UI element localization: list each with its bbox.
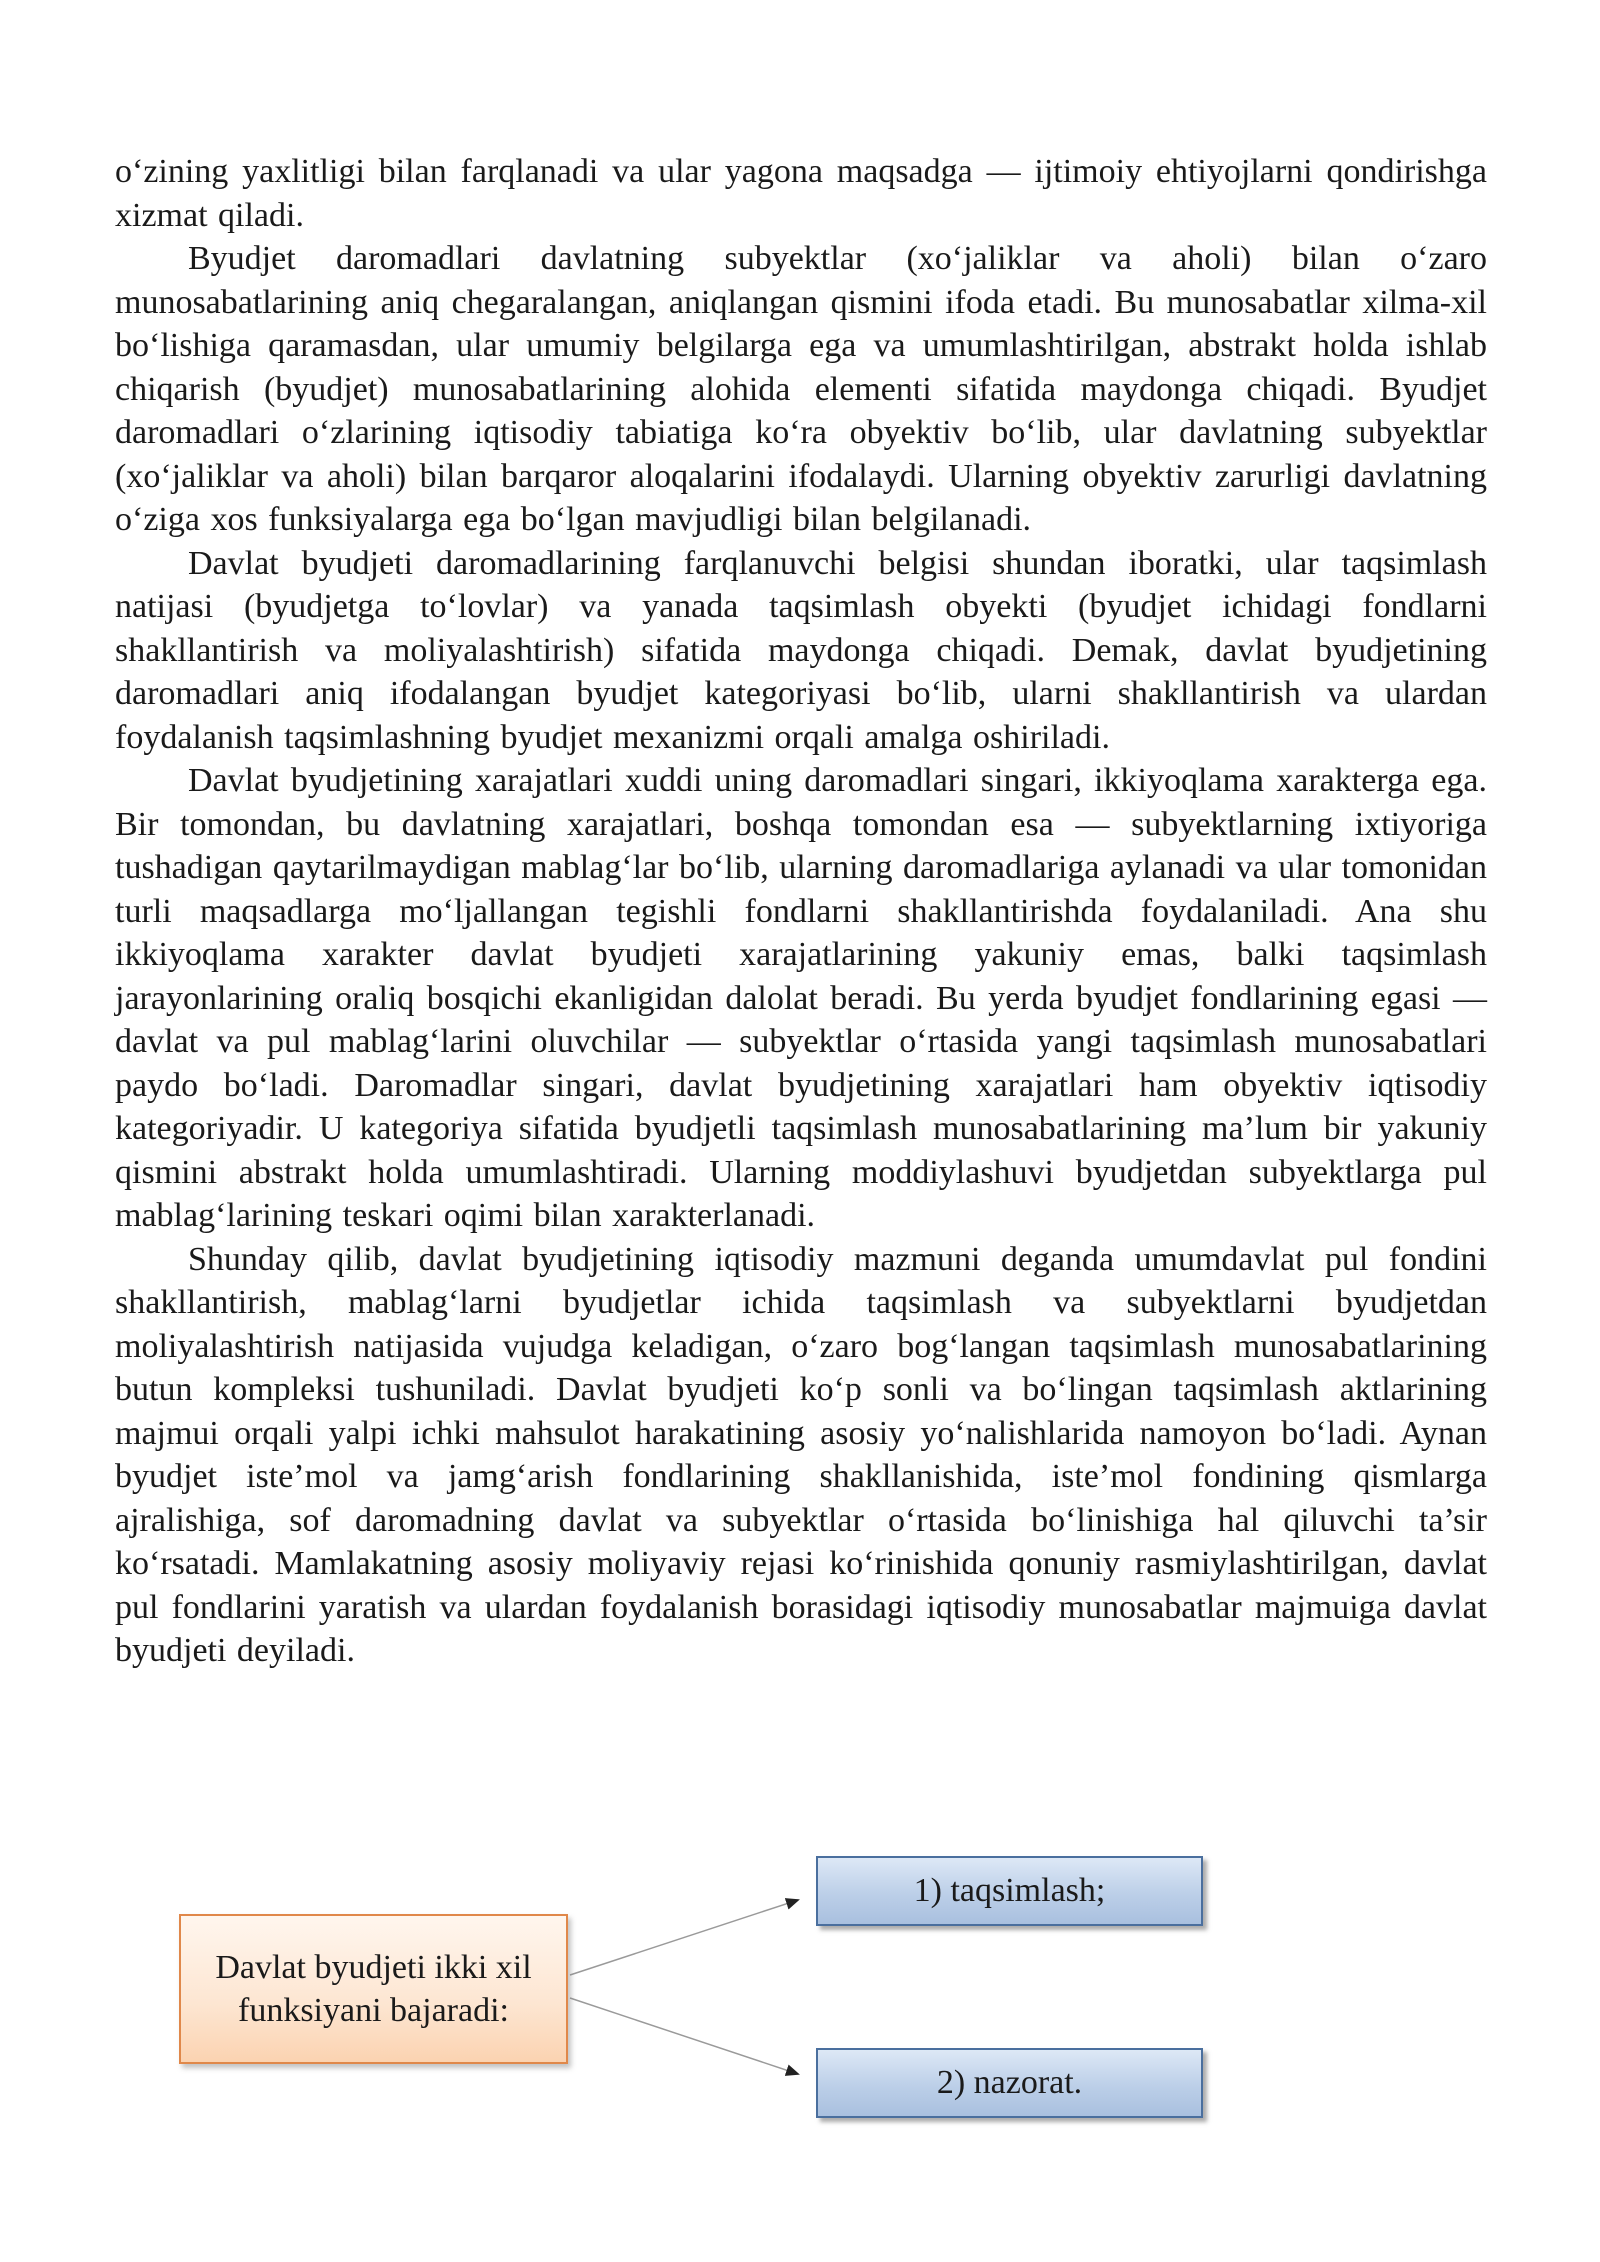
control-function-label: 2) nazorat. (936, 2064, 1083, 2101)
budget-functions-box (179, 1914, 568, 2064)
document-body (115, 150, 1487, 1673)
control-function-box (816, 2048, 1203, 2118)
distribution-function-box (816, 1856, 1203, 1926)
distribution-function-label: 1) taqsimlash; (913, 1872, 1106, 1909)
paragraph-3: Davlat byudjeti daromadlarining farqlanuvchi belgisi shundan iboratki, ular taqsimlash natijasi (byudjetga to‘lovlar) va yanada taqsimlash obyekti (byudjet ichidagi fondlarni shakllantirish va moliyalashtirish) sifatida maydonga chiqadi. Demak, davlat byudjetining daromadlari aniq ifodalangan byudjet kategoriyasi bo‘lib, ularni shakllantirish va ulardan foydalanish taqsimlashning byudjet mexanizmi orqali amalga oshiriladi. (115, 544, 1487, 756)
paragraph-1: o‘zining yaxlitligi bilan farqlanadi va ular yagona maqsadga — ijtimoiy ehtiyojlarni qondirishga xizmat qiladi. (115, 153, 1487, 234)
arrow-to-nazorat (570, 1998, 798, 2074)
paragraph-5: Shunday qilib, davlat byudjetining iqtisodiy mazmuni deganda umumdavlat pul fondini shakllantirish, mablag‘larni byudjetlar ichida taqsimlash va subyektlarni byudjetdan moliyalashtirish natijasida vujudga keladigan, o‘zaro bog‘langan taqsimlash munosabatlarining butun kompleksi tushuniladi. Davlat byudjeti ko‘p sonli va bo‘lingan taqsimlash aktlarining majmui orqali yalpi ichki mahsulot harakatining asosiy yo‘nalishlarida namoyon bo‘ladi. Aynan byudjet iste’mol va jamg‘arish fondlarining shakllanishida, iste’mol fondining qismlarga ajralishiga, sof daromadning davlat va subyektlar o‘rtasida bo‘linishiga hal qiluvchi ta’sir ko‘rsatadi. Mamlakatning asosiy moliyaviy rejasi ko‘rinishida qonuniy rasmiylashtirilgan, davlat pul fondlarini yaratish va ulardan foydalanish borasidagi iqtisodiy munosabatlar majmuiga davlat byudjeti deyiladi. (115, 1240, 1487, 1669)
arrow-to-taqsimlash (570, 1900, 798, 1975)
budget-functions-label: Davlat byudjeti ikki xil funksiyani bajaradi: (215, 1949, 532, 2029)
paragraph-2: Byudjet daromadlari davlatning subyektlar (xo‘jaliklar va aholi) bilan o‘zaro munosabatlarining aniq chegaralangan, aniqlangan qismini ifoda etadi. Bu munosabatlar xilma-xil bo‘lishiga qaramasdan, ular umumiy belgilarga ega va umumlashtirilgan, abstrakt holda ishlab chiqarish (byudjet) munosabatlarining alohida elementi sifatida maydonga chiqadi. Byudjet daromadlari o‘zlarining iqtisodiy tabiatiga ko‘ra obyektiv bo‘lib, ular davlatning subyektlar (xo‘jaliklar va aholi) bilan barqaror aloqalarini ifodalaydi. Ularning obyektiv zarurligi davlatning o‘ziga xos funksiyalarga ega bo‘lgan mavjudligi bilan belgilanadi. (115, 240, 1487, 538)
paragraph-4: Davlat byudjetining xarajatlari xuddi uning daromadlari singari, ikkiyoqlama xarakterga ega. Bir tomondan, bu davlatning xarajatlari, boshqa tomondan esa — subyektlarning ixtiyoriga tushadigan qaytarilmaydigan mablag‘lar bo‘lib, ularning daromadlariga aylanadi va ular tomonidan turli maqsadlarga mo‘ljallangan tegishli fondlarni shakllantirishda foydalaniladi. Ana shu ikkiyoqlama xarakter davlat byudjeti xarajatlarining yakuniy emas, balki taqsimlash jarayonlarining oraliq bosqichi ekanligidan dalolat beradi. Bu yerda byudjet fondlarining egasi — davlat va pul mablag‘larini oluvchilar — subyektlar o‘rtasida yangi taqsimlash munosabatlari paydo bo‘ladi. Daromadlar singari, davlat byudjetining xarajatlari ham obyektiv iqtisodiy kategoriyadir. U kategoriya sifatida byudjetli taqsimlash munosabatlarining ma’lum bir yakuniy qismini abstrakt holda umumlashtiradi. Ularning moddiylashuvi byudjetdan subyektlarga pul mablag‘larining teskari oqimi bilan xarakterlanadi. (115, 762, 1487, 1234)
